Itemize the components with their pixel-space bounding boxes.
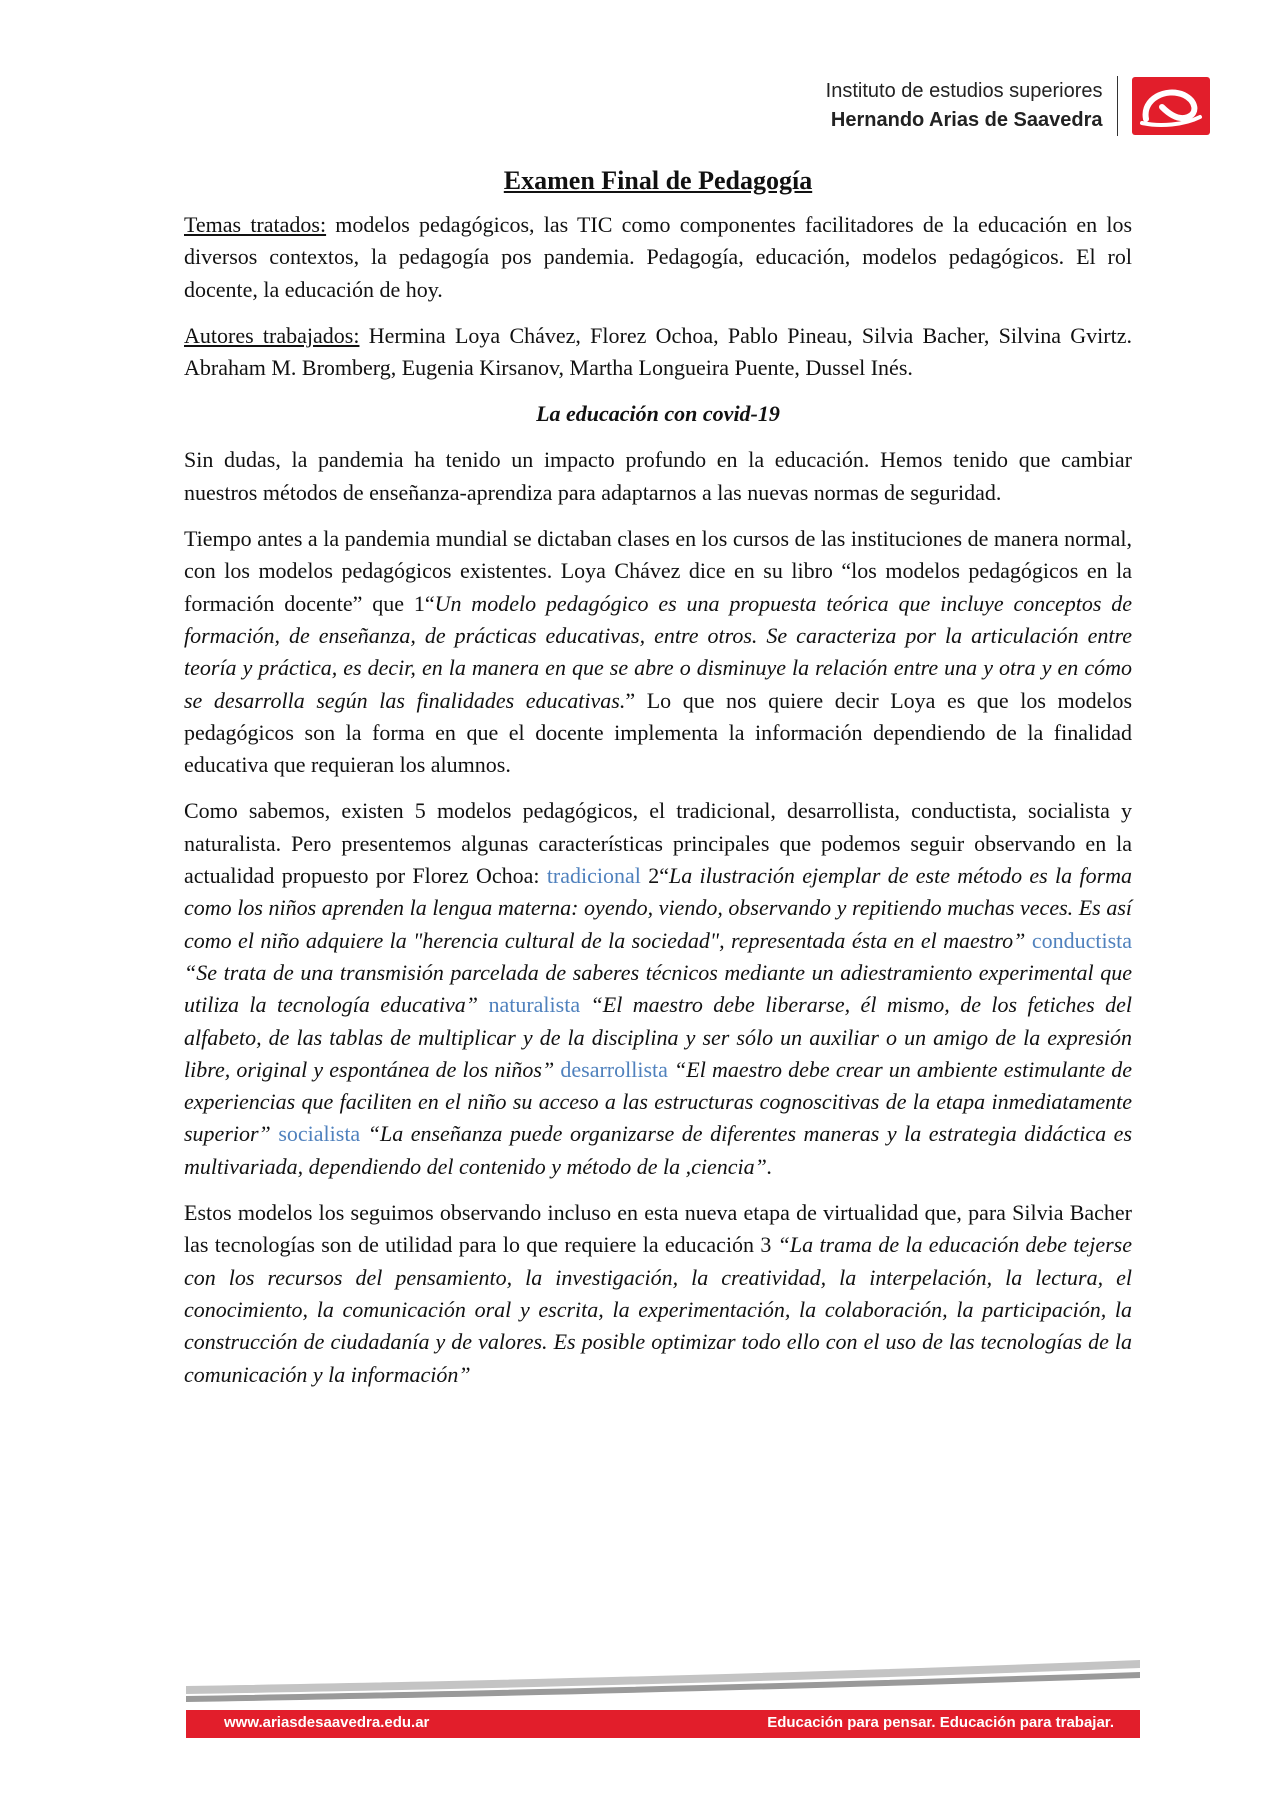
page-header — [826, 76, 1210, 136]
institute-line-1: Instituto de estudios superiores — [825, 80, 1103, 102]
p4-intro: Estos modelos los seguimos observando incluso en esta nueva etapa de virtualidad que, para Silvia Bacher las tecnologías son de utilidad para lo que requiere la educación 3 — [184, 1200, 1132, 1258]
model-tradicional: tradicional — [546, 863, 641, 889]
footer-website-link[interactable]: www.ariasdesaavedra.edu.ar — [224, 1714, 430, 1731]
quote-conductista: “Se trata de una transmisión parcelada de saberes técnicos mediante un adiestramiento experimental que utiliza la tecnología educativa” — [184, 959, 1132, 1018]
document-title: Examen Final de Pedagogía — [503, 166, 813, 195]
quote-tradicional: La ilustración ejemplar de este método es la forma como los niños aprenden la lengua materna: oyendo, viendo, observando y repitiendo muchas veces. Es así como el niño adquiere la "herencia cultural de la sociedad", representada ésta en el maestro” — [184, 863, 1133, 953]
authors-paragraph — [184, 320, 1132, 385]
paragraph-3 — [184, 795, 1132, 1183]
topics-label: Temas tratados: — [184, 212, 327, 237]
footer-slogan: Educación para pensar. Educación para trabajar. — [767, 1714, 1114, 1731]
quote-desarrollista: “El maestro debe crear un ambiente estimulante de experiencias que faciliten en el niño su acceso a las estructuras cognoscitivas de la etapa inmediatamente superior” — [184, 1056, 1133, 1147]
paragraph-1: Sin dudas, la pandemia ha tenido un impacto profundo en la educación. Hemos tenido que cambiar nuestros métodos de enseñanza-aprendiza para adaptarnos a las nuevas normas de seguridad. — [184, 447, 1132, 505]
model-conductista: conductista — [1031, 927, 1133, 953]
topics-paragraph — [184, 209, 1132, 306]
quote-socialista: “La enseñanza puede organizarse de diferentes maneras y la estrategia didáctica es multivariada, dependiendo del contenido y método de la ,ciencia”. — [184, 1121, 1133, 1179]
p2-quote: Un modelo pedagógico es una propuesta teórica que incluye conceptos de formación, de enseñanza, de prácticas educativas, entre otros. Se caracteriza por la articulación entre teoría y práctica, es decir, en la manera en que se abre o disminuye la relación entre una y otra y en cómo se desarrolla según las finalidades educativas. — [184, 590, 1132, 713]
quote-naturalista: “El maestro debe liberarse, él mismo, de los fetiches del alfabeto, de las tablas de multiplicar y de la disciplina y ser sólo un auxiliar o un amigo de la expresión libre, original y espontánea de los niños” — [184, 992, 1133, 1082]
document-body — [184, 164, 1132, 1405]
authors-text: Hermina Loya Chávez, Florez Ochoa, Pablo Pineau, Silvia Bacher, Silvina Gvirtz. Abraham M. Bromberg, Eugenia Kirsanov, Martha Longueira Puente, Dussel Inés. — [184, 322, 1132, 381]
institute-name — [826, 77, 1117, 135]
section-title: La educación con covid-19 — [536, 401, 780, 427]
institute-line-2: Hernando Arias de Saavedra — [830, 109, 1103, 131]
authors-label: Autores trabajados: — [184, 322, 360, 348]
paragraph-2 — [184, 523, 1132, 781]
model-desarrollista: desarrollista — [560, 1056, 668, 1082]
p4-quote: “La trama de la educación debe tejerse con los recursos del pensamiento, la investigación, la creatividad, la interpelación, la lectura, el conocimiento, la comunicación oral y escrita, la experimentación, la colaboración, la participación, la construcción de ciudadanía y de valores. Es posible optimizar todo ello con el uso de las tecnologías de la comunicación y la información” — [184, 1232, 1132, 1387]
header-divider — [1117, 76, 1119, 136]
page-footer — [186, 1660, 1140, 1740]
footnote-ref-2: 2“ — [640, 863, 669, 889]
model-socialista: socialista — [278, 1121, 361, 1147]
p2-intro: Tiempo antes a la pandemia mundial se dictaban clases en los cursos de las instituciones de manera normal, con los modelos pedagógicos existentes. Loya Chávez dice en su libro “los modelos pedagógicos en la formación docente” que 1“ — [184, 526, 1132, 616]
footer-text-row — [186, 1712, 1140, 1736]
institute-logo-icon — [1132, 77, 1210, 135]
model-naturalista: naturalista — [488, 992, 581, 1018]
topics-text: modelos pedagógicos, las TIC como componentes facilitadores de la educación en los diversos contextos, la pedagogía pos pandemia. Pedagogía, educación, modelos pedagógicos. El rol docente, la educación de hoy. — [184, 212, 1133, 302]
paragraph-4 — [184, 1197, 1132, 1391]
p3-intro: Como sabemos, existen 5 modelos pedagógicos, el tradicional, desarrollista, conductista, socialista y naturalista. Pero presentemos algunas características principales que podemos seguir observando en la actualidad propuesto por Florez Ochoa: — [184, 798, 1132, 889]
p2-conclusion: ” Lo que nos quiere decir Loya es que los modelos pedagógicos son la forma en que el docente implementa la información dependiendo de la finalidad educativa que requieran los alumnos. — [184, 687, 1133, 778]
